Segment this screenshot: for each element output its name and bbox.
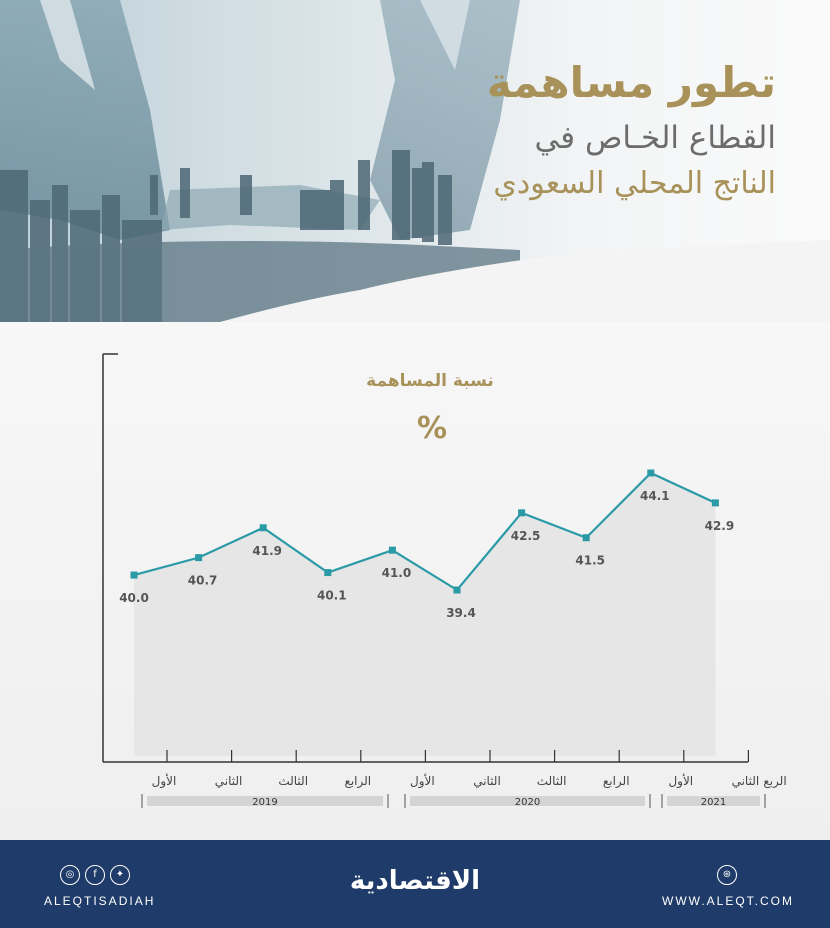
data-point: [195, 554, 202, 561]
quarter-label: الأول: [668, 774, 694, 788]
chart-area: [0, 322, 830, 840]
area-fill: [134, 473, 715, 756]
brand-logo: الاقتصادية: [349, 866, 481, 896]
chart-unit: %: [416, 411, 448, 446]
quarter-label: الثاني: [473, 774, 501, 788]
quarter-label: الأول: [410, 774, 435, 788]
hero-banner: [0, 0, 830, 322]
data-point: [647, 470, 654, 477]
year-label: 2019: [252, 797, 278, 808]
quarter-label: الرابع: [602, 774, 630, 788]
data-point: [454, 587, 461, 594]
data-label: 40.7: [187, 573, 218, 588]
quarter-label: الثالث: [536, 774, 567, 788]
chart-title: نسبة المساهمة: [366, 371, 494, 391]
quarter-label: الثاني: [731, 774, 760, 788]
data-label: 41.9: [252, 543, 283, 558]
title-line-2: القطاع الخـاص في: [534, 120, 776, 156]
quarter-label: الرابع: [344, 774, 372, 788]
data-label: 42.5: [510, 528, 541, 543]
data-point: [131, 572, 138, 579]
header-title: [487, 52, 776, 206]
data-label: 40.0: [119, 591, 149, 606]
data-point: [324, 569, 331, 576]
data-label: 42.9: [704, 518, 735, 533]
facebook-icon[interactable]: f: [85, 865, 105, 885]
social-handle[interactable]: ALEQTISADIAH: [44, 894, 156, 908]
data-point: [260, 524, 267, 531]
data-point: [712, 499, 719, 506]
dribbble-icon[interactable]: ⊛: [717, 864, 742, 885]
data-label: 40.1: [316, 588, 347, 603]
line-area-chart: [0, 322, 830, 840]
title-line-3: الناتج المحلي السعودي: [493, 166, 776, 201]
data-point: [583, 534, 590, 541]
data-point: [518, 509, 525, 516]
website-link[interactable]: WWW.ALEQT.COM: [662, 894, 794, 908]
data-label: 41.5: [575, 553, 606, 568]
data-label: 39.4: [446, 606, 476, 620]
quarter-label: الثالث: [278, 774, 309, 788]
data-point: [389, 547, 396, 554]
data-label: 41.0: [381, 566, 412, 581]
quarter-label: الأول: [151, 774, 177, 788]
quarter-label: الثاني: [214, 774, 243, 788]
title-line-1: تطور مساهمة: [486, 58, 776, 107]
quarter-axis-label: الربع: [763, 774, 787, 788]
year-label: 2021: [700, 797, 727, 808]
twitter-icon[interactable]: ✦: [110, 865, 130, 885]
instagram-icon[interactable]: ◎: [60, 865, 80, 885]
data-label: 44.1: [639, 489, 670, 503]
footer-bar: [0, 840, 830, 928]
year-label: 2020: [514, 797, 541, 808]
